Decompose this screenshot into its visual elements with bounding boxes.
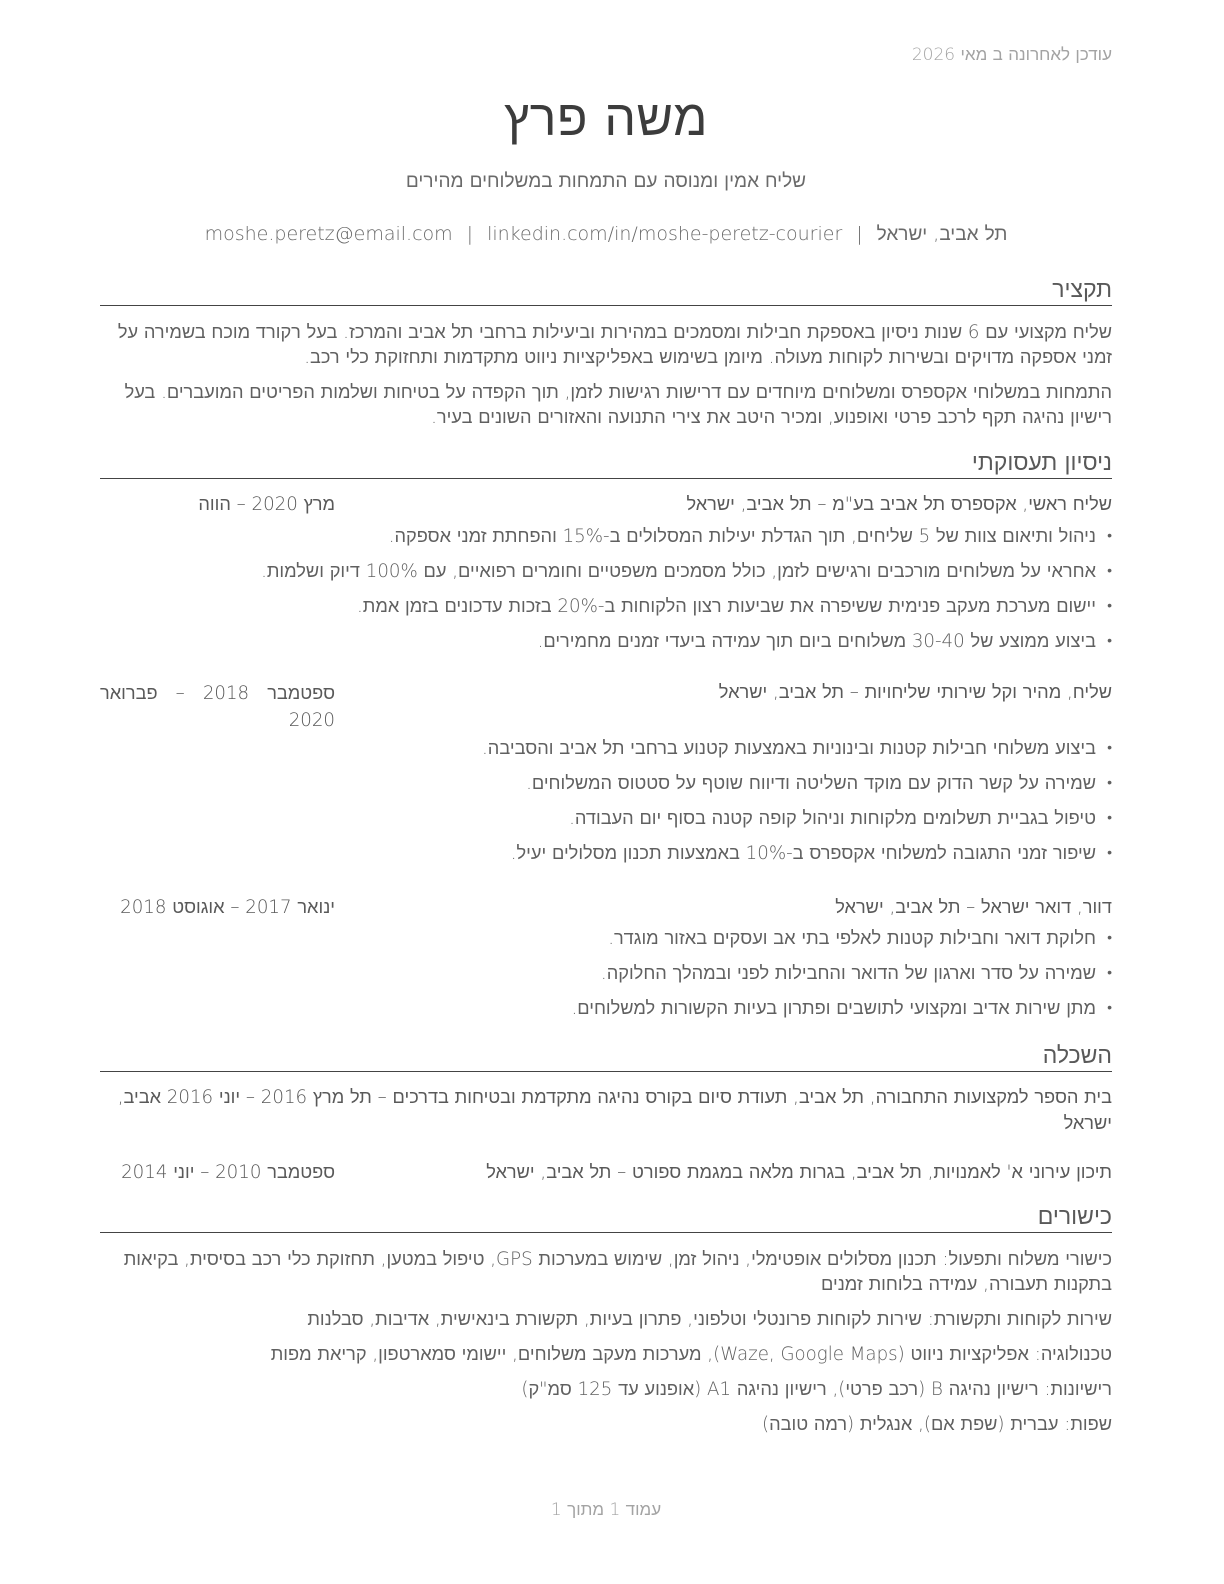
job-bullet: • מתן שירות אדיב ומקצועי לתושבים ופתרון בעיות הקשורות למשלוחים. xyxy=(100,996,1112,1021)
skill-line: כישורי משלוח ותפעול: תכנון מסלולים אופטימלי, ניהול זמן, שימוש במערכות GPS, טיפול במטען, תחזוקת כלי רכב בסיסית, בקיאות בתקנות תעבורה, עמידה בלוחות זמנים xyxy=(123,1249,1112,1295)
education-text: בית הספר למקצועות התחבורה, תל אביב, תעודת סיום בקורס נהיגה מתקדמת ובטיחות בדרכים – תל מרץ 2016 – יוני 2016 אביב, ישראל xyxy=(117,1087,1112,1134)
skill-line: שפות: עברית (שפת אם), אנגלית (רמה טובה) xyxy=(761,1414,1112,1435)
job-bullets xyxy=(100,736,1112,866)
skill-line: רישיונות: רישיון נהיגה B (רכב פרטי), רישיון נהיגה A1 (אופנוע עד 125 סמ"ק) xyxy=(521,1379,1112,1400)
job-entry xyxy=(100,492,1112,664)
job-title: דוור, דואר ישראל – תל אביב, ישראל xyxy=(835,897,1112,918)
candidate-name: משה פרץ xyxy=(504,89,708,147)
job-bullet: • טיפול בגביית תשלומים מלקוחות וניהול קופה קטנה בסוף יום העבודה. xyxy=(100,806,1112,831)
job-bullet: • שמירה על קשר הדוק עם מוקד השליטה ודיווח שוטף על סטטוס המשלוחים. xyxy=(100,771,1112,796)
job-title: שליח ראשי, אקספרס תל אביב בע"מ – תל אביב, ישראל xyxy=(686,494,1112,515)
job-bullet: • יישום מערכת מעקב פנימית ששיפרה את שביעות רצון הלקוחות ב-20% בזכות עדכונים בזמן אמת. xyxy=(100,594,1112,619)
job-bullet: • ניהול ותיאום צוות של 5 שליחים, תוך הגדלת יעילות המסלולים ב-15% והפחתת זמני אספקה. xyxy=(100,524,1112,549)
contact-separator: | xyxy=(466,223,474,245)
job-entry xyxy=(100,895,1112,1031)
contact-email[interactable]: moshe.peretz@email.com xyxy=(204,223,453,245)
skills-title: כישורים xyxy=(100,1202,1112,1233)
job-bullet: • חלוקת דואר וחבילות קטנות לאלפי בתי אב ועסקים באזור מוגדר. xyxy=(100,926,1112,951)
job-bullet: • שיפור זמני התגובה למשלוחי אקספרס ב-10% באמצעות תכנון מסלולים יעיל. xyxy=(100,841,1112,866)
summary-section xyxy=(100,275,1112,430)
education-dates: ספטמבר 2010 – יוני 2014 xyxy=(121,1162,335,1183)
job-dates: ינואר 2017 – אוגוסט 2018 xyxy=(120,897,335,918)
contact-linkedin[interactable]: linkedin.com/in/moshe-peretz-courier xyxy=(487,223,843,245)
resume-page xyxy=(100,0,1112,1584)
education-title: השכלה xyxy=(100,1041,1112,1072)
skill-line: שירות לקוחות ותקשורת: שירות לקוחות פרונטלי וטלפוני, פתרון בעיות, תקשורת בינאישית, אדיבות, סבלנות xyxy=(307,1309,1112,1330)
contact-location: תל אביב, ישראל xyxy=(876,223,1008,245)
page-number: עמוד 1 מתוך 1 xyxy=(550,1500,662,1520)
skills-section xyxy=(100,1202,1112,1447)
job-bullet: • שמירה על סדר וארגון של הדואר והחבילות לפני ובמהלך החלוקה. xyxy=(100,961,1112,986)
job-bullet: • ביצוע משלוחי חבילות קטנות ובינוניות באמצעות קטנוע ברחבי תל אביב והסביבה. xyxy=(100,736,1112,761)
summary-paragraph-2: התמחות במשלוחי אקספרס ומשלוחים מיוחדים עם דרישות רגישות לזמן, תוך הקפדה על בטיחות ושלמות הפריטים המועברים. בעל רישיון נהיגה תקף לרכב פרטי ואופנוע, ומכיר היטב את צירי התנועה והאזורים השונים בעיר. xyxy=(124,382,1112,428)
skill-line: טכנולוגיה: אפליקציות ניווט (Waze, Google Maps), מערכות מעקב משלוחים, יישומי סמארטפון, קריאת מפות xyxy=(270,1344,1112,1365)
candidate-tagline: שליח אמין ומנוסה עם התמחות במשלוחים מהירים xyxy=(405,170,807,192)
last-updated: עודכן לאחרונה ב מאי 2026 xyxy=(911,45,1112,65)
job-bullets xyxy=(100,524,1112,654)
experience-title: ניסיון תעסוקתי xyxy=(100,448,1112,479)
job-bullets xyxy=(100,926,1112,1021)
resume-header xyxy=(100,88,1112,247)
job-entry xyxy=(100,680,1112,876)
job-dates: ספטמבר 2018 – פברואר 2020 xyxy=(100,683,335,731)
summary-title: תקציר xyxy=(100,275,1112,306)
job-bullet: • אחראי על משלוחים מורכבים ורגישים לזמן, כולל מסמכים משפטיים וחומרים רפואיים, עם 100% דיוק ושלמות. xyxy=(100,559,1112,584)
contact-separator: | xyxy=(856,223,863,245)
education-text: תיכון עירוני א' לאמנויות, תל אביב, בגרות מלאה במגמת ספורט – תל אביב, ישראל xyxy=(486,1162,1112,1183)
education-section xyxy=(100,1041,1112,1072)
experience-section xyxy=(100,448,1112,479)
job-bullet: • ביצוע ממוצע של 30-40 משלוחים ביום תוך עמידה ביעדי זמנים מחמירים. xyxy=(100,629,1112,654)
contact-line xyxy=(100,221,1112,247)
job-title: שליח, מהיר וקל שירותי שליחויות – תל אביב, ישראל xyxy=(718,682,1112,703)
summary-paragraph-1: שליח מקצועי עם 6 שנות ניסיון באספקת חבילות ומסמכים במהירות וביעילות ברחבי תל אביב והמרכז. בעל רקורד מוכח בשמירה על זמני אספקה מדויקים ובשירות לקוחות מעולה. מיומן בשימוש באפליקציות ניווט מתקדמות ותחזוקת כלי רכב. xyxy=(117,322,1112,368)
job-dates: מרץ 2020 – הווה xyxy=(198,494,335,515)
